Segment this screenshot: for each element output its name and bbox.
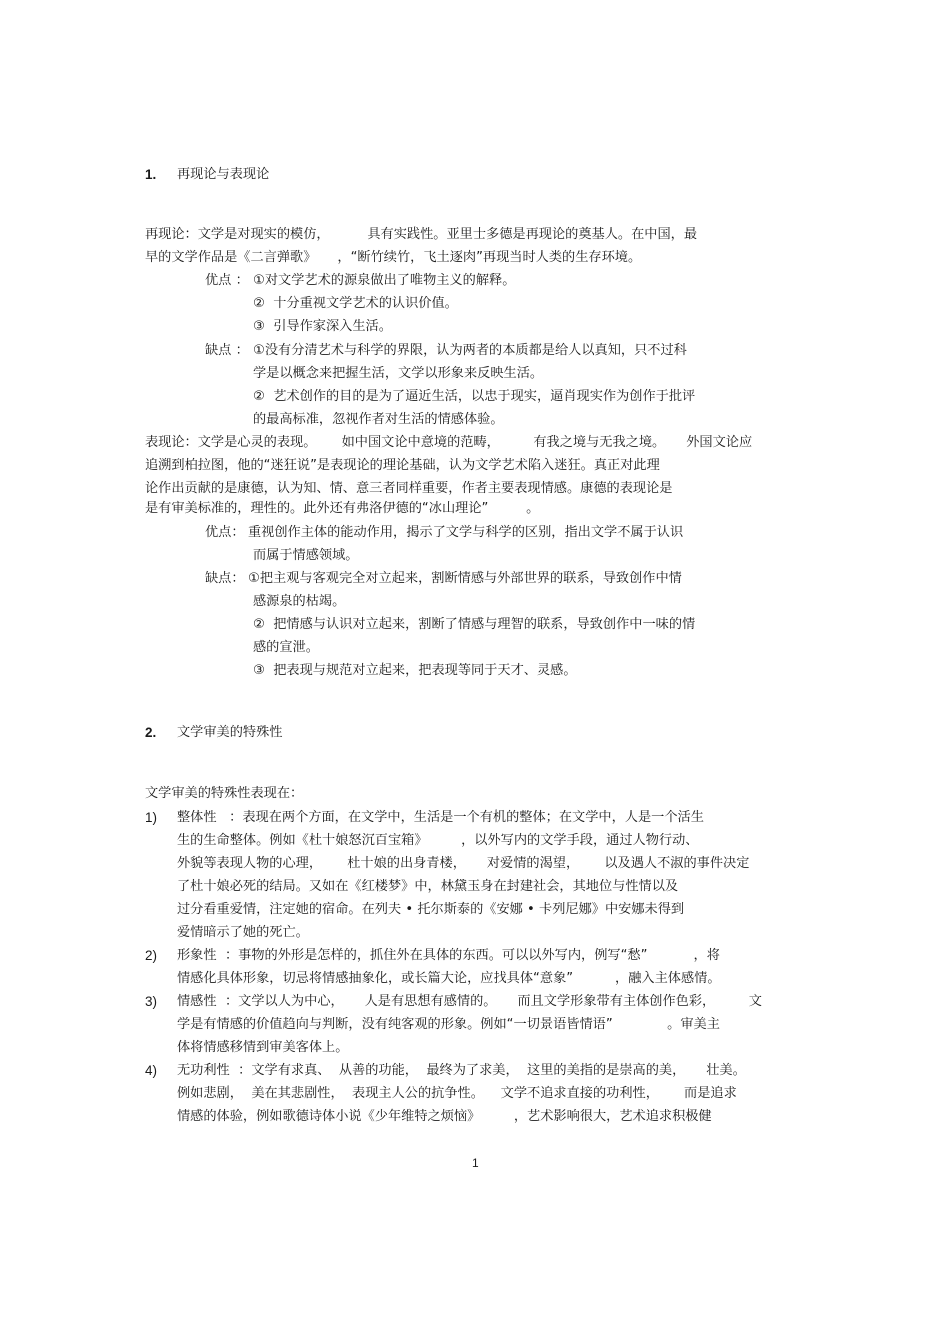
list-item-line: 生的生命整体。例如《杜十娘怒沉百宝箱》 ，以外写内的文学手段，通过人物行动、	[177, 833, 699, 848]
section-2-title: 文学审美的特殊性	[177, 725, 283, 740]
list-item-line: 爱情暗示了她的死亡。	[177, 925, 309, 940]
rep-pros-label: 优点 ：	[205, 273, 249, 288]
rep-cons-item: 学是以概念来把握生活，文学以形象来反映生活。	[253, 366, 544, 381]
list-item-line: 情感化具体形象，切忌将情感抽象化，或长篇大论，应找具体“意象” ，融入主体感情。	[177, 971, 721, 986]
exp-cons-item: 感的宣泄。	[253, 640, 319, 655]
rep-pros-item: ①对文学艺术的源泉做出了唯物主义的解释。	[253, 273, 516, 288]
list-item-number: 4)	[145, 1063, 158, 1078]
page-number: 1	[472, 1156, 479, 1170]
expression-line: 论作出贡献的是康德，认为知、情、意三者同样重要，作者主要表现情感。康德的表现论是	[145, 481, 673, 496]
expression-line: 是有审美标准的，理性的。此外还有弗洛伊德的“冰山理论” 。	[145, 501, 540, 516]
list-item-line: 例如悲剧， 美在其悲剧性， 表现主人公的抗争性。 文学不追求直接的功利性， 而是追求	[177, 1086, 737, 1101]
list-item-line: 情感的体验，例如歌德诗体小说《少年维特之烦恼》 ，艺术影响很大，艺术追求积极健	[177, 1109, 712, 1124]
list-item-line: 体将情感移情到审美客体上。	[177, 1040, 349, 1055]
expression-line: 表现论：文学是心灵的表现。 如中国文论中意境的范畴， 有我之境与无我之境。 外国文论应	[145, 435, 753, 450]
rep-pros-item: ③ 引导作家深入生活。	[253, 319, 392, 334]
exp-cons-label: 缺点：	[205, 571, 245, 586]
rep-cons-item: ①没有分清艺术与科学的界限，认为两者的本质都是给人以真知，只不过科	[253, 343, 687, 358]
list-item-line: 整体性 ：表现在两个方面，在文学中，生活是一个有机的整体；在文学中，人是一个活生	[177, 810, 704, 825]
rep-cons-label: 缺点 ：	[205, 343, 249, 358]
expression-line: 追溯到柏拉图，他的“迷狂说”是表现论的理论基础，认为文学艺术陷入迷狂。真正对此理	[145, 458, 660, 473]
exp-pros-item: 重视创作主体的能动作用，揭示了文学与科学的区别，指出文学不属于认识	[248, 525, 684, 540]
exp-cons-item: ② 把情感与认识对立起来，割断了情感与理智的联系，导致创作中一味的情	[253, 617, 696, 632]
representation-line: 再现论：文学是对现实的模仿， 具有实践性。亚里士多德是再现论的奠基人。在中国，最	[145, 227, 698, 242]
list-item-line: 了杜十娘必死的结局。又如在《红楼梦》中，林黛玉身在封建社会，其地位与性情以及	[177, 879, 679, 894]
section-1-title: 再现论与表现论	[177, 167, 270, 182]
exp-cons-item: 感源泉的枯竭。	[253, 594, 346, 609]
section-1-number: 1.	[145, 167, 157, 182]
rep-pros-item: ② 十分重视文学艺术的认识价值。	[253, 296, 458, 311]
list-item-line: 学是有情感的价值趋向与判断，没有纯客观的形象。例如“一切景语皆情语” 。审美主	[177, 1017, 720, 1032]
rep-cons-item: 的最高标准，忽视作者对生活的情感体验。	[253, 412, 504, 427]
exp-pros-label: 优点：	[205, 525, 245, 540]
representation-line: 早的文学作品是《二言弹歌》 ，“断竹续竹，飞土逐肉”再现当时人类的生存环境。	[145, 250, 642, 265]
rep-cons-item: ② 艺术创作的目的是为了逼近生活，以忠于现实，逼肖现实作为创作于批评	[253, 389, 696, 404]
list-item-number: 1)	[145, 810, 158, 825]
list-item-number: 3)	[145, 994, 158, 1009]
list-item-line: 无功利性 ：文学有求真、 从善的功能， 最终为了求美， 这里的美指的是崇高的美， 壮美。	[177, 1063, 746, 1078]
exp-pros-item: 而属于情感领域。	[253, 548, 359, 563]
list-item-line: 形象性 ：事物的外形是怎样的，抓住外在具体的东西。可以以外写内，例写“愁” ，将	[177, 948, 720, 963]
section-2-number: 2.	[145, 725, 157, 740]
exp-cons-item: ①把主观与客观完全对立起来，割断情感与外部世界的联系，导致创作中情	[248, 571, 682, 586]
list-item-line: 过分看重爱情，注定她的宿命。在列夫 • 托尔斯泰的《安娜 • 卡列尼娜》中安娜未得到	[177, 902, 685, 917]
list-item-line: 外貌等表现人物的心理， 杜十娘的出身青楼， 对爱情的渴望， 以及遇人不淑的事件决定	[177, 856, 750, 871]
exp-cons-item: ③ 把表现与规范对立起来，把表现等同于天才、灵感。	[253, 663, 577, 678]
list-item-line: 情感性 ：文学以人为中心， 人是有思想有感情的。 而且文学形象带有主体创作色彩， 文	[177, 994, 762, 1009]
list-item-number: 2)	[145, 948, 158, 963]
section-2-intro: 文学审美的特殊性表现在：	[145, 786, 304, 801]
